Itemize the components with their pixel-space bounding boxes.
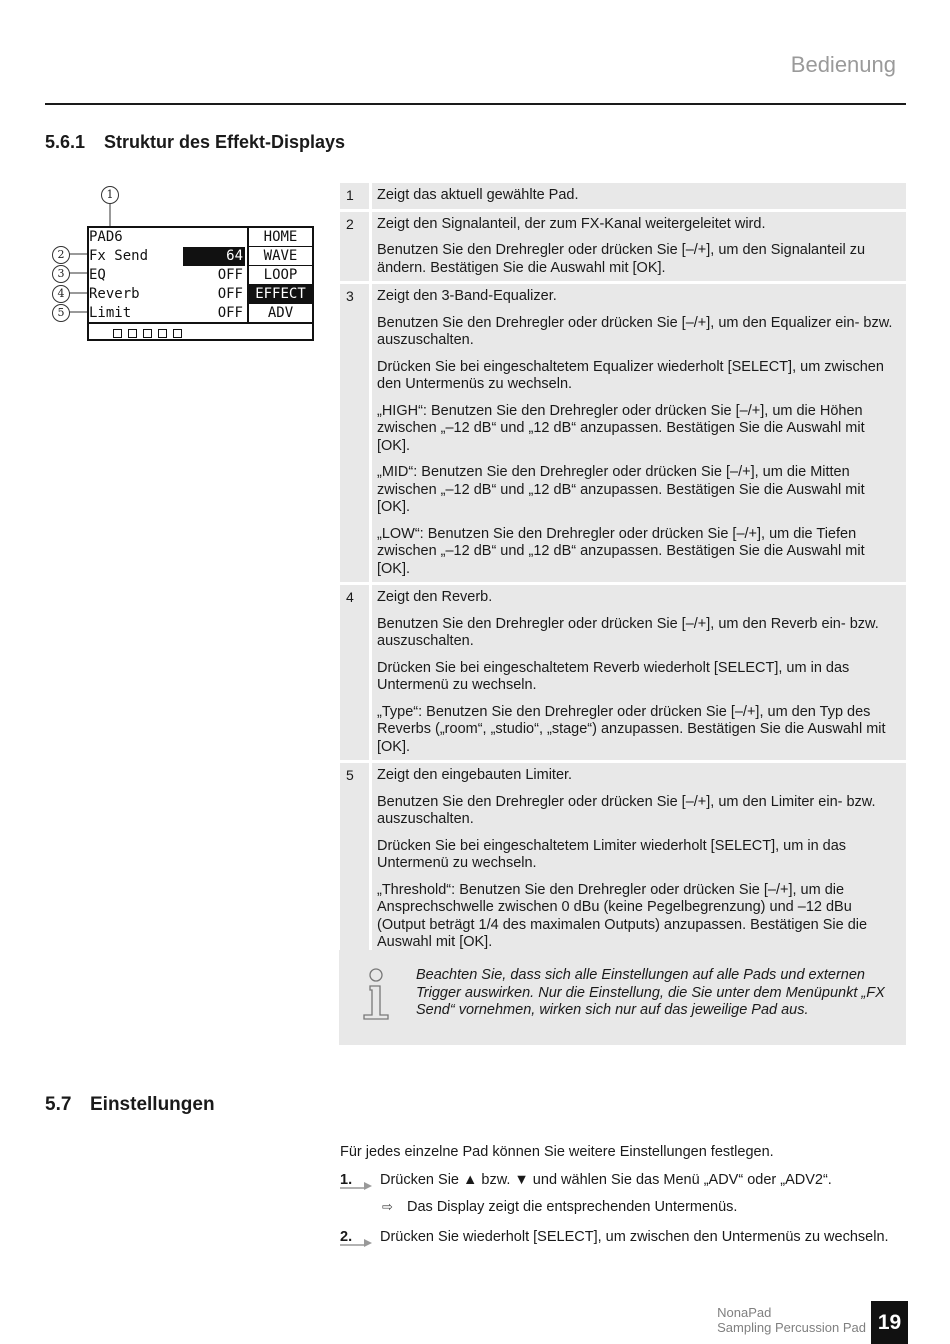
row-number: 5 bbox=[340, 763, 369, 956]
lcd-button-home: HOME bbox=[247, 228, 312, 247]
description-table bbox=[340, 183, 906, 959]
header-rule bbox=[45, 103, 906, 105]
step-number: 2. bbox=[340, 1229, 353, 1245]
footer-product-name: Sampling Percussion Pad bbox=[717, 1320, 866, 1335]
lcd-display-illustration bbox=[40, 180, 330, 350]
lcd-pad-dot bbox=[143, 329, 152, 338]
table-row bbox=[340, 763, 906, 956]
paragraph: Zeigt den Signalanteil, der zum FX-Kanal weitergeleitet wird. bbox=[377, 215, 766, 232]
section-number: 5.7 bbox=[45, 1094, 72, 1115]
lcd-value: OFF bbox=[217, 267, 243, 283]
section-heading-57 bbox=[45, 1094, 215, 1116]
row-description bbox=[372, 763, 906, 956]
paragraph: „HIGH“: Benutzen Sie den Drehregler oder drücken Sie [–/+], um die Höhen zwischen „–12 dB“ und „12 dB“ anzupassen. Bestätigen Sie die Auswahl mit [OK]. bbox=[377, 402, 865, 454]
result-arrow-icon: ⇨ bbox=[382, 1199, 393, 1214]
lcd-button-adv: ADV bbox=[247, 304, 312, 323]
paragraph: Benutzen Sie den Drehregler oder drücken Sie [–/+], um den Limiter ein- bzw. auszuschalten. bbox=[377, 793, 876, 827]
section-title: Struktur des Effekt-Displays bbox=[104, 132, 346, 152]
row-description bbox=[372, 284, 906, 582]
row-description bbox=[372, 212, 906, 282]
paragraph: „MID“: Benutzen Sie den Drehregler oder drücken Sie [–/+], um die Mitten zwischen „–12 dB“ und „12 dB“ anzupassen. Bestätigen Sie die Auswahl mit [OK]. bbox=[377, 464, 865, 515]
result-text: Das Display zeigt die entsprechenden Untermenüs. bbox=[407, 1199, 738, 1215]
section-number: 5.6.1 bbox=[45, 132, 86, 152]
section-title: Einstellungen bbox=[90, 1094, 215, 1115]
paragraph: Zeigt den Reverb. bbox=[377, 589, 493, 605]
lcd-value-highlighted: 64 bbox=[183, 247, 245, 266]
paragraph: Benutzen Sie den Drehregler oder drücken Sie [–/+], um den Reverb ein- bzw. auszuschalten. bbox=[377, 615, 879, 649]
row-number: 3 bbox=[340, 284, 369, 582]
lcd-button-wave: WAVE bbox=[247, 247, 312, 266]
callout-5: 5 bbox=[52, 304, 70, 322]
paragraph: Benutzen Sie den Drehregler oder drücken Sie [–/+], um den Signalanteil zu ändern. Bestätigen Sie die Auswahl mit [OK]. bbox=[377, 242, 866, 276]
row-description bbox=[372, 183, 906, 209]
row-description bbox=[372, 585, 906, 760]
lcd-button-effect: EFFECT bbox=[247, 285, 312, 304]
lcd-pad-dot bbox=[158, 329, 167, 338]
note-text: Beachten Sie, dass sich alle Einstellungen auf alle Pads und externen Trigger auswirken. Nur die Einstellung, die Sie unter dem Menüpunkt „FX Send“ vornehmen, wirken sich nur auf das jeweilige Pad aus. bbox=[416, 967, 885, 1018]
note-box bbox=[339, 950, 906, 1045]
paragraph: Zeigt den eingebauten Limiter. bbox=[377, 767, 573, 783]
paragraph: „Threshold“: Benutzen Sie den Drehregler oder drücken Sie [–/+], um die Ansprechschwelle zwischen 0 dBu (keine Pegelbegrenzung) und –12 dBu (Output beträgt 1/4 des maximalen Outputs) anzupassen. Bestätigen Sie die Auswahl mit [OK]. bbox=[377, 881, 868, 950]
step-arrow-icon bbox=[340, 1237, 372, 1247]
callout-3: 3 bbox=[52, 265, 70, 283]
lcd-divider bbox=[89, 322, 312, 324]
lcd-label: Fx Send bbox=[89, 248, 149, 264]
page-number: 19 bbox=[871, 1301, 908, 1344]
row-number: 1 bbox=[340, 183, 369, 209]
callout-4: 4 bbox=[52, 285, 70, 303]
settings-intro: Für jedes einzelne Pad können Sie weitere Einstellungen festlegen. bbox=[340, 1144, 774, 1160]
paragraph: Drücken Sie bei eingeschaltetem Equalizer wiederholt [SELECT], um zwischen den Untermenüs zu wechseln. bbox=[377, 358, 884, 392]
table-row bbox=[340, 183, 906, 209]
lcd-button-loop: LOOP bbox=[247, 266, 312, 285]
row-number: 2 bbox=[340, 212, 369, 282]
lcd-label: Reverb bbox=[89, 286, 140, 302]
lcd-label: PAD6 bbox=[89, 229, 123, 245]
row-number: 4 bbox=[340, 585, 369, 760]
paragraph: Drücken Sie bei eingeschaltetem Limiter wiederholt [SELECT], um in das Untermenü zu wechseln. bbox=[377, 837, 847, 871]
lcd-screen bbox=[87, 226, 314, 341]
paragraph: Drücken Sie bei eingeschaltetem Reverb wiederholt [SELECT], um in das Untermenü zu wechseln. bbox=[377, 659, 850, 693]
paragraph: „LOW“: Benutzen Sie den Drehregler oder drücken Sie [–/+], um die Tiefen zwischen „–12 dB“ und „12 dB“ anzupassen. Bestätigen Sie die Auswahl mit [OK]. bbox=[377, 525, 865, 577]
step-1-text: Drücken Sie ▲ bzw. ▼ und wählen Sie das Menü „ADV“ oder „ADV2“. bbox=[380, 1172, 832, 1188]
lcd-value: OFF bbox=[217, 286, 243, 302]
table-row bbox=[340, 212, 906, 282]
step-2-text: Drücken Sie wiederholt [SELECT], um zwischen den Untermenüs zu wechseln. bbox=[380, 1229, 889, 1245]
lcd-pad-indicators bbox=[113, 326, 188, 342]
footer-brand bbox=[717, 1305, 866, 1335]
paragraph: Zeigt das aktuell gewählte Pad. bbox=[377, 187, 579, 203]
lcd-label: Limit bbox=[89, 305, 132, 321]
info-icon bbox=[361, 968, 391, 1022]
lcd-label: EQ bbox=[89, 267, 106, 283]
callout-2: 2 bbox=[52, 246, 70, 264]
paragraph: Benutzen Sie den Drehregler oder drücken Sie [–/+], um den Equalizer ein- bzw. auszuschalten. bbox=[377, 314, 893, 348]
footer-brand-name: NonaPad bbox=[717, 1305, 772, 1320]
table-row bbox=[340, 585, 906, 760]
lcd-pad-dot bbox=[173, 329, 182, 338]
lcd-pad-dot bbox=[113, 329, 122, 338]
lcd-pad-dot bbox=[128, 329, 137, 338]
section-heading-561 bbox=[45, 132, 345, 153]
paragraph: „Type“: Benutzen Sie den Drehregler oder drücken Sie [–/+], um den Typ des Reverbs („room“, „studio“, „stage“) anzupassen. Bestätigen Sie die Auswahl mit [OK]. bbox=[377, 703, 886, 755]
lcd-value: OFF bbox=[217, 305, 243, 321]
step-number: 1. bbox=[340, 1172, 353, 1188]
page-header-title: Bedienung bbox=[790, 52, 896, 77]
paragraph: Zeigt den 3-Band-Equalizer. bbox=[377, 288, 557, 304]
step-arrow-icon bbox=[340, 1180, 372, 1190]
table-row bbox=[340, 284, 906, 582]
callout-1: 1 bbox=[101, 186, 119, 204]
